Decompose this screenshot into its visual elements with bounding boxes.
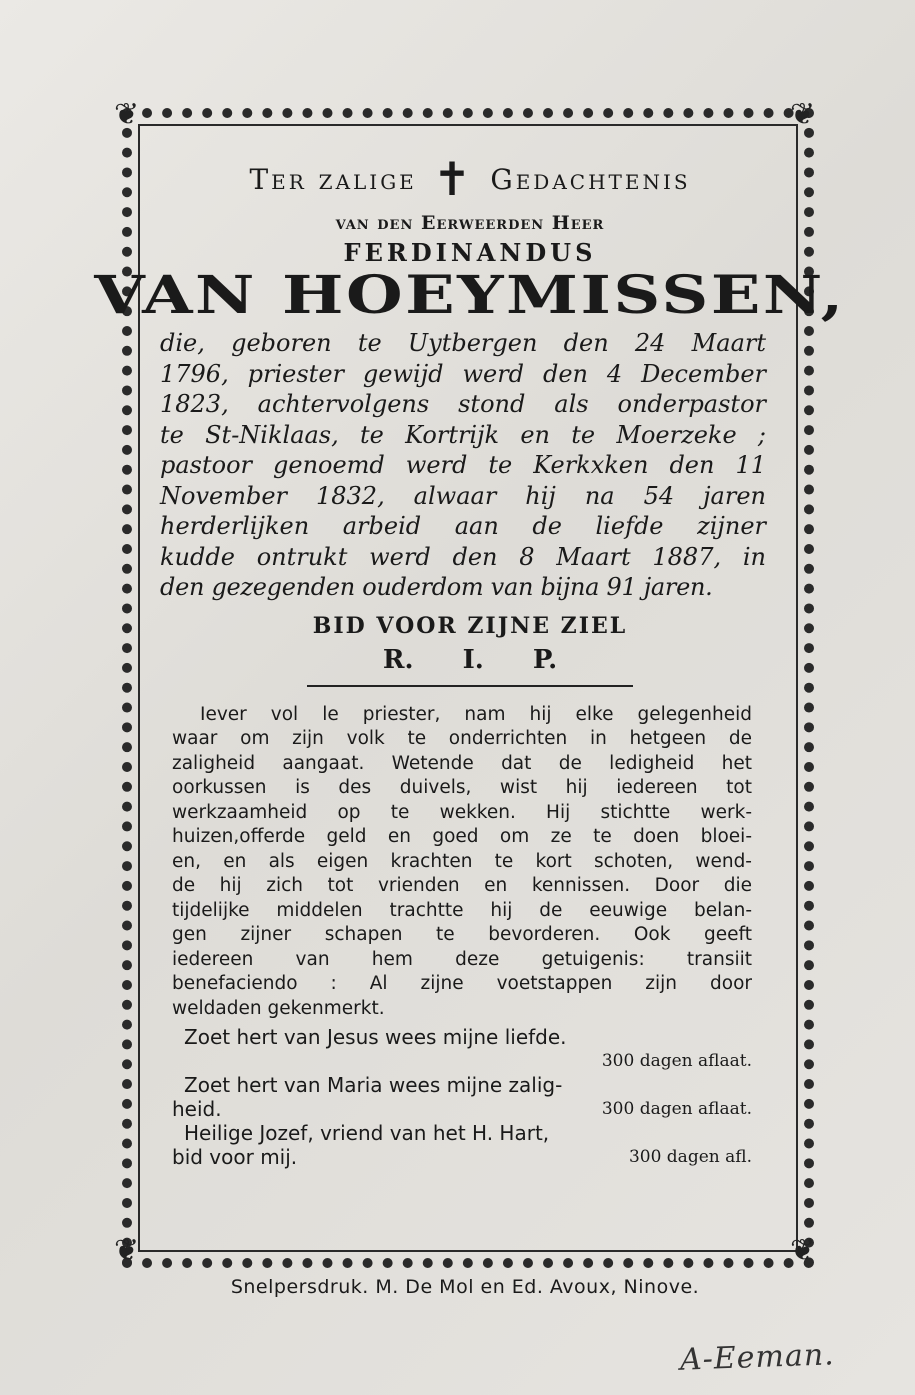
eulogy-line: en, en als eigen krachten te kort schoten, wend- <box>172 850 752 872</box>
prayer-line: BID VOOR ZIJNE ZIEL <box>312 612 628 639</box>
printer-imprint: Snelpersdruk. M. De Mol en Ed. Avoux, Ninove. <box>230 1276 700 1298</box>
invocation-maria: Zoet hert van Maria wees mijne zalig- <box>184 1073 563 1098</box>
bio-line: kudde ontrukt werd den 8 Maart 1887, in <box>160 542 766 571</box>
eulogy-line: tijdelijke middelen trachtte hij de eeuwige belan- <box>172 899 752 921</box>
eulogy-line: gen zijner schapen te bevorderen. Ook geeft <box>172 924 752 946</box>
corner-ornament-icon: ❦ <box>114 1233 140 1268</box>
bio-line: November 1832, alwaar hij na 54 jaren <box>160 481 766 510</box>
eulogy-line: de hij zich tot vrienden en kennissen. Door die <box>172 875 752 897</box>
eulogy-line: weldaden gekenmerkt. <box>172 997 385 1019</box>
indulgence-jozef: 300 dagen afl. <box>628 1147 752 1168</box>
invocation-jozef-cont: bid voor mij. <box>172 1145 298 1170</box>
eulogy <box>172 703 752 1022</box>
card-content <box>94 150 846 1250</box>
bio-line: pastoor genoemd werd te Kerkxken den 11 <box>160 451 766 480</box>
invocation-jesus: Zoet hert van Jesus wees mijne liefde. <box>184 1025 567 1050</box>
first-name: FERDINANDUS <box>343 238 597 267</box>
heading <box>160 152 780 206</box>
invocation-jozef: Heilige Jozef, vriend van het H. Hart, <box>184 1121 550 1146</box>
bio-line: 1796, priester gewijd werd den 4 December <box>160 359 766 388</box>
surname: VAN HOEYMISSEN, <box>94 265 846 326</box>
handwritten-signature: A-Eeman. <box>679 1337 836 1378</box>
eulogy-line: iedereen van hem deze getuigenis: transiit <box>172 948 752 970</box>
bio-line: herderlijken arbeid aan de liefde zijner <box>160 512 766 541</box>
eulogy-line: waar om zijn volk te onderrichten in hetgeen de <box>172 728 752 750</box>
indulgence-maria: 300 dagen aflaat. <box>601 1099 752 1120</box>
invocation-maria-cont: heid. <box>172 1097 222 1122</box>
corner-ornament-icon: ❦ <box>114 97 140 132</box>
eulogy-line: huizen,offerde geld en goed om ze te doen bloei- <box>172 826 752 848</box>
bio-line: die, geboren te Uytbergen den 24 Maart <box>160 329 766 358</box>
divider <box>307 685 633 687</box>
heading-ter-zalige: Ter zalige <box>249 162 417 196</box>
biography <box>160 328 766 603</box>
indulgence-jesus: 300 dagen aflaat. <box>601 1051 752 1072</box>
rip: R. I. P. <box>382 644 558 675</box>
invocations <box>172 1025 752 1169</box>
bio-line: den gezegenden ouderdom van bijna 91 jaren. <box>160 573 713 602</box>
eulogy-line: zaligheid aangaat. Wetende dat de ledigheid het <box>172 752 752 774</box>
eulogy-line: Iever vol le priester, nam hij elke gelegenheid <box>200 703 752 725</box>
corner-ornament-icon: ❦ <box>790 97 816 132</box>
eulogy-line: werkzaamheid op te wekken. Hij stichtte werk- <box>172 801 752 823</box>
bio-line: te St-Niklaas, te Kortrijk en te Moerzeke ; <box>160 420 766 449</box>
cross-icon: ✝ <box>432 152 475 206</box>
corner-ornament-icon: ❦ <box>790 1233 816 1268</box>
heading-gedachtenis: Gedachtenis <box>490 162 691 196</box>
subheading: van den Eerweerden Heer <box>335 212 605 234</box>
eulogy-line: oorkussen is des duivels, wist hij iedereen tot <box>172 777 752 799</box>
eulogy-line: benefaciendo : Al zijne voetstappen zijn door <box>172 973 752 995</box>
bio-line: 1823, achtervolgens stond als onderpastor <box>160 390 766 419</box>
